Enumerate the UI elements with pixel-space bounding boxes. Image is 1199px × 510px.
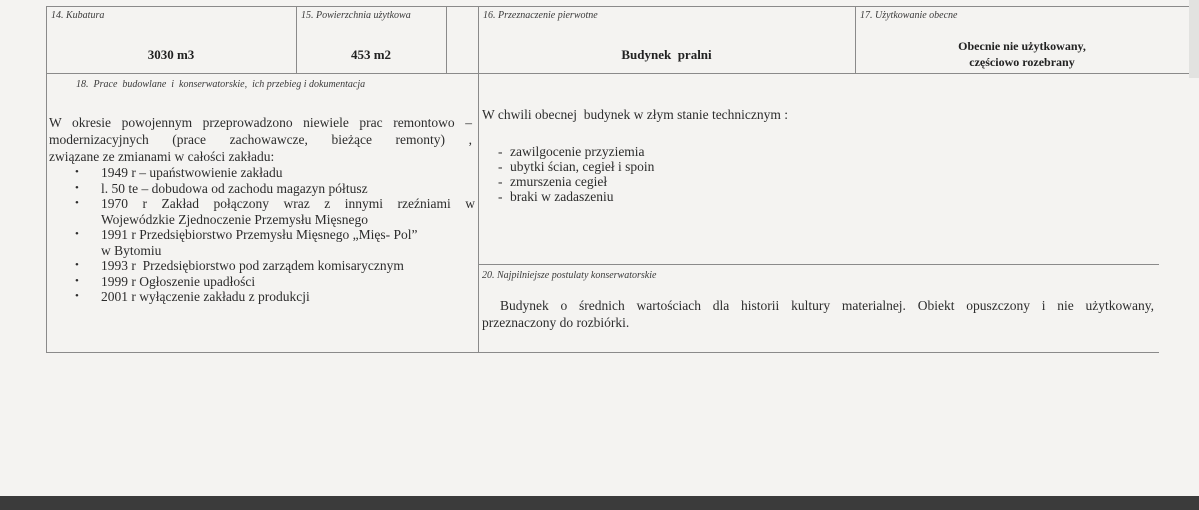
section19-intro: W chwili obecnej budynek w złym stanie technicznym :	[482, 107, 789, 122]
bullet-icon: •	[75, 166, 79, 178]
cell17-value-line1: Obecnie nie użytkowany,	[958, 39, 1086, 53]
cell15-label: 15. Powierzchnia użytkowa	[301, 10, 411, 21]
list-item: • 2001 r wyłączenie zakładu z produkcji	[75, 289, 310, 304]
section20-text-line1: Budynek o średnich wartościach dla historii kultury materialnej. Obiekt opuszczony i nie użytkowany,	[500, 298, 1154, 313]
cell14-value: 3030 m3	[147, 47, 195, 62]
list-item: - ubytki ścian, cegieł i spoin	[498, 159, 655, 174]
list-item: • 1970 r Zakład połączony wraz z innymi rzeźniami w Wojewódzkie Zjednoczenie Przemysłu Mięsnego	[75, 196, 475, 227]
section18-intro-line1: W okresie powojennym przeprowadzono niewiele prac remontowo –	[49, 115, 472, 130]
cell17-value-line2: częściowo rozebrany	[969, 55, 1075, 69]
scan-bottom-border	[0, 496, 1199, 510]
section18-intro-line2: modernizacyjnych (prace zachowawcze, bieżące remonty) ,	[49, 132, 472, 147]
dash-icon: -	[498, 174, 503, 189]
dash-icon: -	[498, 144, 503, 159]
list-item: • 1991 r Przedsiębiorstwo Przemysłu Mięsnego „Mięs- Pol” w Bytomiu	[75, 227, 418, 258]
list-item: • 1993 r Przedsiębiorstwo pod zarządem komisarycznym	[75, 258, 404, 273]
list-item: • 1999 r Ogłoszenie upadłości	[75, 273, 256, 289]
col2-divider	[446, 6, 447, 73]
list-item: • l. 50 te – dobudowa od zachodu magazyn półtusz	[75, 180, 368, 196]
bullet-icon: •	[75, 274, 79, 287]
section18-history-list	[75, 165, 475, 305]
cell16-label: 16. Przeznaczenie pierwotne	[483, 10, 598, 21]
bullet-icon: •	[75, 290, 79, 302]
dash-icon: -	[498, 159, 503, 174]
table-bottom-border	[46, 352, 1159, 353]
section18-label: 18. Prace budowlane i konserwatorskie, ich przebieg i dokumentacja	[76, 79, 366, 90]
bullet-icon: •	[75, 259, 79, 271]
scan-edge	[1189, 0, 1199, 78]
section19-damage-list	[498, 144, 654, 204]
section20-top-border	[478, 264, 1159, 265]
section18-intro-line3: związane ze zmianami w całości zakładu:	[49, 149, 275, 164]
list-item: • 1949 r – upaństwowienie zakładu	[75, 165, 283, 180]
cell16-value: Budynek pralni	[621, 47, 712, 62]
cell15-value: 453 m2	[350, 47, 392, 62]
list-item: - zawilgocenie przyziemia	[498, 144, 645, 159]
dash-icon: -	[498, 189, 503, 204]
cell17-label: 17. Użytkowanie obecne	[860, 10, 958, 21]
bullet-icon: •	[75, 197, 79, 209]
bullet-icon: •	[75, 181, 79, 194]
row1-bottom-border	[46, 73, 1189, 74]
section20-text-line2: przeznaczony do rozbiórki.	[482, 315, 630, 330]
bullet-icon: •	[75, 228, 79, 240]
row1-top-border	[46, 6, 1189, 7]
list-item: - braki w zadaszeniu	[498, 189, 614, 204]
section20-label: 20. Najpilniejsze postulaty konserwatorskie	[482, 270, 657, 281]
cell14-label: 14. Kubatura	[51, 10, 105, 21]
list-item: - zmurszenia cegieł	[498, 174, 608, 189]
